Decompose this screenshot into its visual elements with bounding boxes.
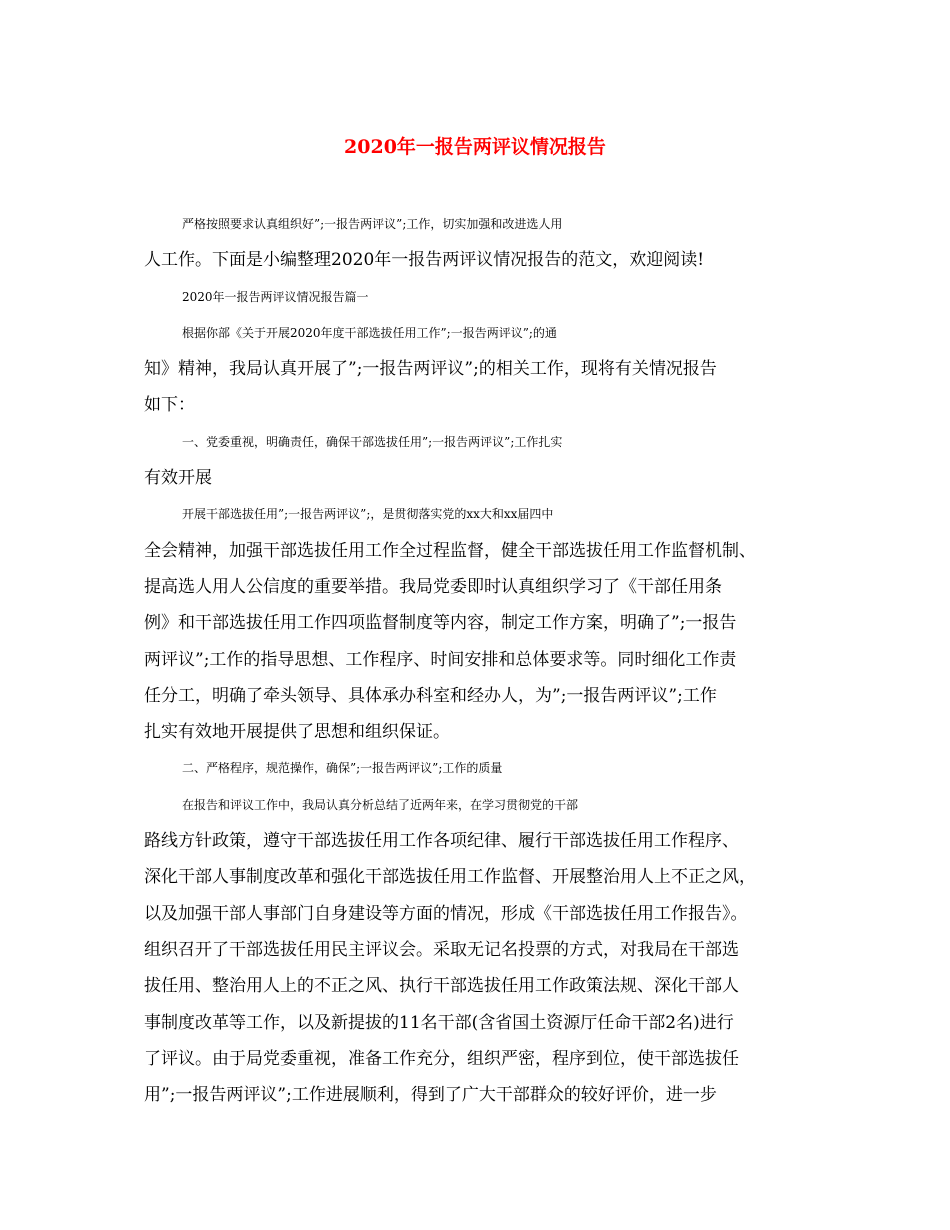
document-body — [144, 206, 814, 1113]
text-line: 例》和干部选拔任用工作四项监督制度等内容，制定工作方案，明确了”;一报告 — [144, 613, 737, 634]
text-line: 根据你部《关于开展2020年度干部选拔任用工作”;一报告两评议”;的通 — [182, 325, 557, 340]
text-line: 一、党委重视，明确责任，确保干部选拔任用”;一报告两评议”;工作扎实 — [182, 434, 563, 449]
document-title: 2020年一报告两评议情况报告 — [344, 136, 606, 158]
text-line: 深化干部人事制度改革和强化干部选拔任用工作监督、开展整治用人上不正之风， — [144, 867, 756, 888]
text-line: 用”;一报告两评议”;工作进展顺利，得到了广大干部群众的较好评价，进一步 — [144, 1085, 717, 1106]
text-line: 全会精神，加强干部选拔任用工作全过程监督，健全干部选拔任用工作监督机制、 — [144, 540, 756, 561]
text-line: 提高选人用人公信度的重要举措。我局党委即时认真组织学习了《干部任用条 — [144, 576, 722, 597]
text-line: 拔任用、整治用人上的不正之风、执行干部选拔任用工作政策法规、深化干部人 — [144, 976, 739, 997]
text-line: 事制度改革等工作，以及新提拔的11名干部(含省国土资源厅任命干部2名)进行 — [144, 1012, 734, 1033]
text-line: 二、严格程序，规范操作，确保”;一报告两评议”;工作的质量 — [182, 761, 503, 776]
text-line: 人工作。下面是小编整理2020年一报告两评议情况报告的范文，欢迎阅读! — [144, 250, 705, 271]
text-line: 组织召开了干部选拔任用民主评议会。采取无记名投票的方式，对我局在干部选 — [144, 939, 739, 960]
text-line: 任分工，明确了牵头领导、具体承办科室和经办人，为”;一报告两评议”;工作 — [144, 685, 717, 706]
text-line: 知》精神，我局认真开展了”;一报告两评议”;的相关工作，现将有关情况报告 — [144, 359, 717, 380]
text-line: 了评议。由于局党委重视，准备工作充分，组织严密，程序到位，使干部选拔任 — [144, 1048, 739, 1069]
text-line: 有效开展 — [144, 468, 212, 489]
text-line: 两评议”;工作的指导思想、工作程序、时间安排和总体要求等。同时细化工作责 — [144, 649, 737, 670]
text-line: 扎实有效地开展提供了思想和组织保证。 — [144, 722, 450, 743]
text-line: 路线方针政策，遵守干部选拔任用工作各项纪律、履行干部选拔任用工作程序、 — [144, 831, 739, 852]
text-line: 在报告和评议工作中，我局认真分析总结了近两年来，在学习贯彻党的干部 — [182, 797, 579, 812]
text-line: 以及加强干部人事部门自身建设等方面的情况，形成《干部选拔任用工作报告》。 — [144, 903, 748, 924]
text-line: 2020年一报告两评议情况报告篇一 — [182, 289, 369, 304]
text-line: 严格按照要求认真组织好”;一报告两评议”;工作，切实加强和改进选人用 — [182, 217, 563, 231]
text-line: 开展干部选拔任用”;一报告两评议”;，是贯彻落实党的xx大和xx届四中 — [182, 507, 554, 522]
text-line: 如下： — [144, 395, 195, 416]
